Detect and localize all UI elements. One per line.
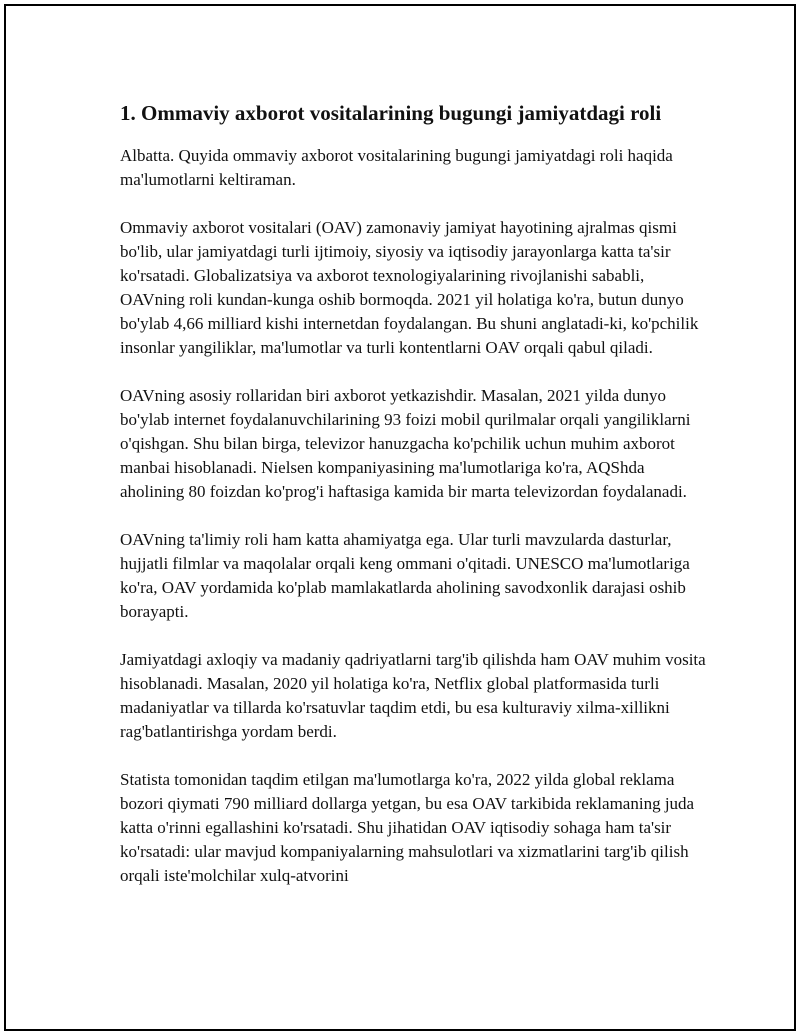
paragraph-economic-role: Statista tomonidan taqdim etilgan ma'lumotlarga ko'ra, 2022 yilda global reklama bozori qiymati 790 milliard dollarga yetgan, bu esa OAV tarkibida reklamaning juda katta o'rinni egallashini ko'rsatadi. Shu jihatidan OAV iqtisodiy sohaga ham ta'sir ko'rsatadi: ular mavjud kompaniyalarning mahsulotlari va xizmatlarini targ'ib qilish orqali iste'molchilar xulq-atvorini [120,770,695,885]
paragraph-cultural-role: Jamiyatdagi axloqiy va madaniy qadriyatlarni targ'ib qilishda ham OAV muhim vosita hisoblanadi. Masalan, 2020 yil holatiga ko'ra, Netflix global platformasida turli madaniyatlar va tillarda ko'rsatuvlar taqdim etdi, bu esa kulturaviy xilma-xillikni rag'batlantirishga yordam berdi. [120,650,706,741]
section-heading: 1. Ommaviy axborot vositalarining bugungi jamiyatdagi roli [120,101,662,125]
paragraph-information-role: OAVning asosiy rollaridan biri axborot yetkazishdir. Masalan, 2021 yilda dunyo bo'ylab internet foydalanuvchilarining 93 foizi mobil qurilmalar orqali yangiliklarni o'qishgan. Shu bilan birga, televizor hanuzgacha ko'pchilik uchun muhim axborot manbai hisoblanadi. Nielsen kompaniyasining ma'lumotlariga ko'ra, AQShda aholining 80 foizdan ko'prog'i haftasiga kamida bir marta televizordan foydalanadi. [120,386,691,501]
paragraph-oav-overview: Ommaviy axborot vositalari (OAV) zamonaviy jamiyat hayotining ajralmas qismi bo'lib, ular jamiyatdagi turli ijtimoiy, siyosiy va iqtisodiy jarayonlarga katta ta'sir ko'rsatadi. Globalizatsiya va axborot texnologiyalarining rivojlanishi sababli, OAVning roli kundan-kunga oshib bormoqda. 2021 yil holatiga ko'ra, butun dunyo bo'ylab 4,66 milliard kishi internetdan foydalangan. Bu shuni anglatadi-ki, ko'pchilik insonlar yangiliklar, ma'lumotlar va turli kontentlarni OAV orqali qabul qiladi. [120,218,699,357]
paragraph-intro: Albatta. Quyida ommaviy axborot vositalarining bugungi jamiyatdagi roli haqida ma'lumotlarni keltiraman. [120,146,673,189]
document-body [120,99,710,912]
paragraph-educational-role: OAVning ta'limiy roli ham katta ahamiyatga ega. Ular turli mavzularda dasturlar, hujjatli filmlar va maqolalar orqali keng ommani o'qitadi. UNESCO ma'lumotlariga ko'ra, OAV yordamida ko'plab mamlakatlarda aholining savodxonlik darajasi oshib borayapti. [120,530,690,621]
page-frame [4,4,796,1031]
